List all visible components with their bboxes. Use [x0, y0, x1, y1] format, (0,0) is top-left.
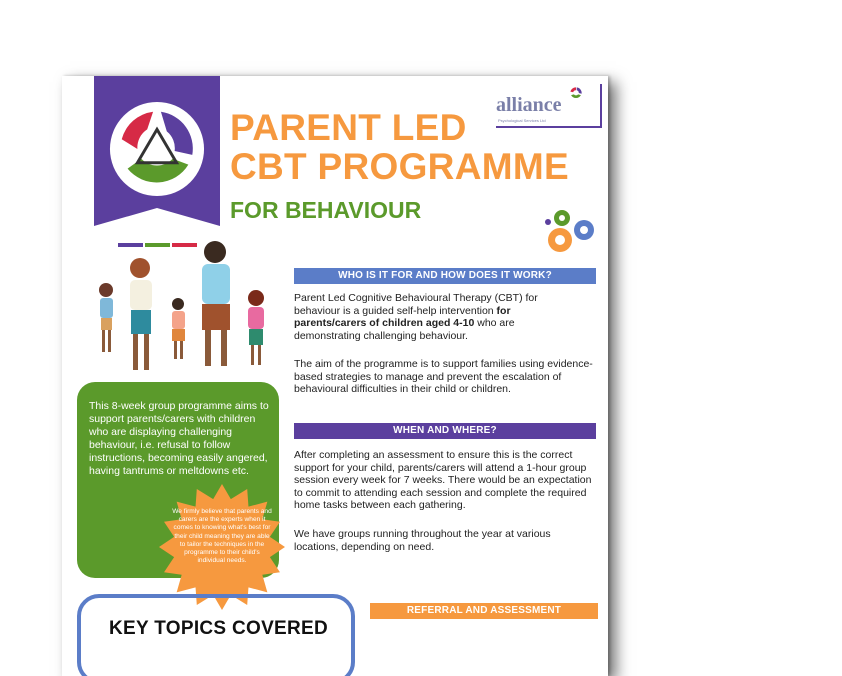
brand-name: alliance	[496, 94, 562, 116]
gears-icon	[542, 208, 602, 258]
section-heading-referral: REFERRAL AND ASSESSMENT	[370, 603, 598, 619]
alliance-logo	[496, 84, 602, 128]
page-title: PARENT LED CBT PROGRAMME	[230, 107, 569, 187]
programme-info-text: This 8-week group programme aims to support parents/carers with children who are displaying challenging behaviour, i.e. refusal to follow instructions, becoming easily angered, having tantrums or meltdowns etc.	[89, 400, 269, 477]
section-heading-when: WHEN AND WHERE?	[294, 423, 596, 439]
logo-triangle-icon	[108, 100, 206, 198]
who-paragraph-1: Parent Led Cognitive Behavioural Therapy (CBT) for behaviour is a guided self-help intervention for parents/carers of children aged 4-10 who are demonstrating challenging behaviour.	[294, 292, 538, 342]
brand-tagline: Psychological Services Ltd	[498, 118, 546, 123]
section-heading-who: WHO IS IT FOR AND HOW DOES IT WORK?	[294, 268, 596, 284]
brand-mark-icon	[569, 86, 583, 100]
when-paragraph-1: After completing an assessment to ensure this is the correct support for your child, parents/carers will attend a 1-hour group session every week for 7 weeks. There would be an expectation to commit to attending each session and complete the required home tasks between each gathering.	[294, 449, 592, 511]
who-paragraph-2: The aim of the programme is to support families using evidence-based strategies to manage and prevent the escalation of behavioural difficulties in their child or children.	[294, 358, 593, 395]
key-topics-title: KEY TOPICS COVERED	[109, 618, 329, 639]
when-paragraph-2: We have groups running throughout the year at various locations, depending on need.	[294, 528, 551, 553]
key-topics-box	[77, 594, 355, 676]
flyer-page	[62, 76, 608, 676]
page-subtitle: FOR BEHAVIOUR	[230, 197, 422, 223]
family-illustration	[92, 238, 282, 388]
quote-badge-text: We firmly believe that parents and carers are the experts when it comes to knowing what's best for their child meaning they are able to tailor the techniques in the programme to their child's individual needs.	[172, 508, 272, 565]
